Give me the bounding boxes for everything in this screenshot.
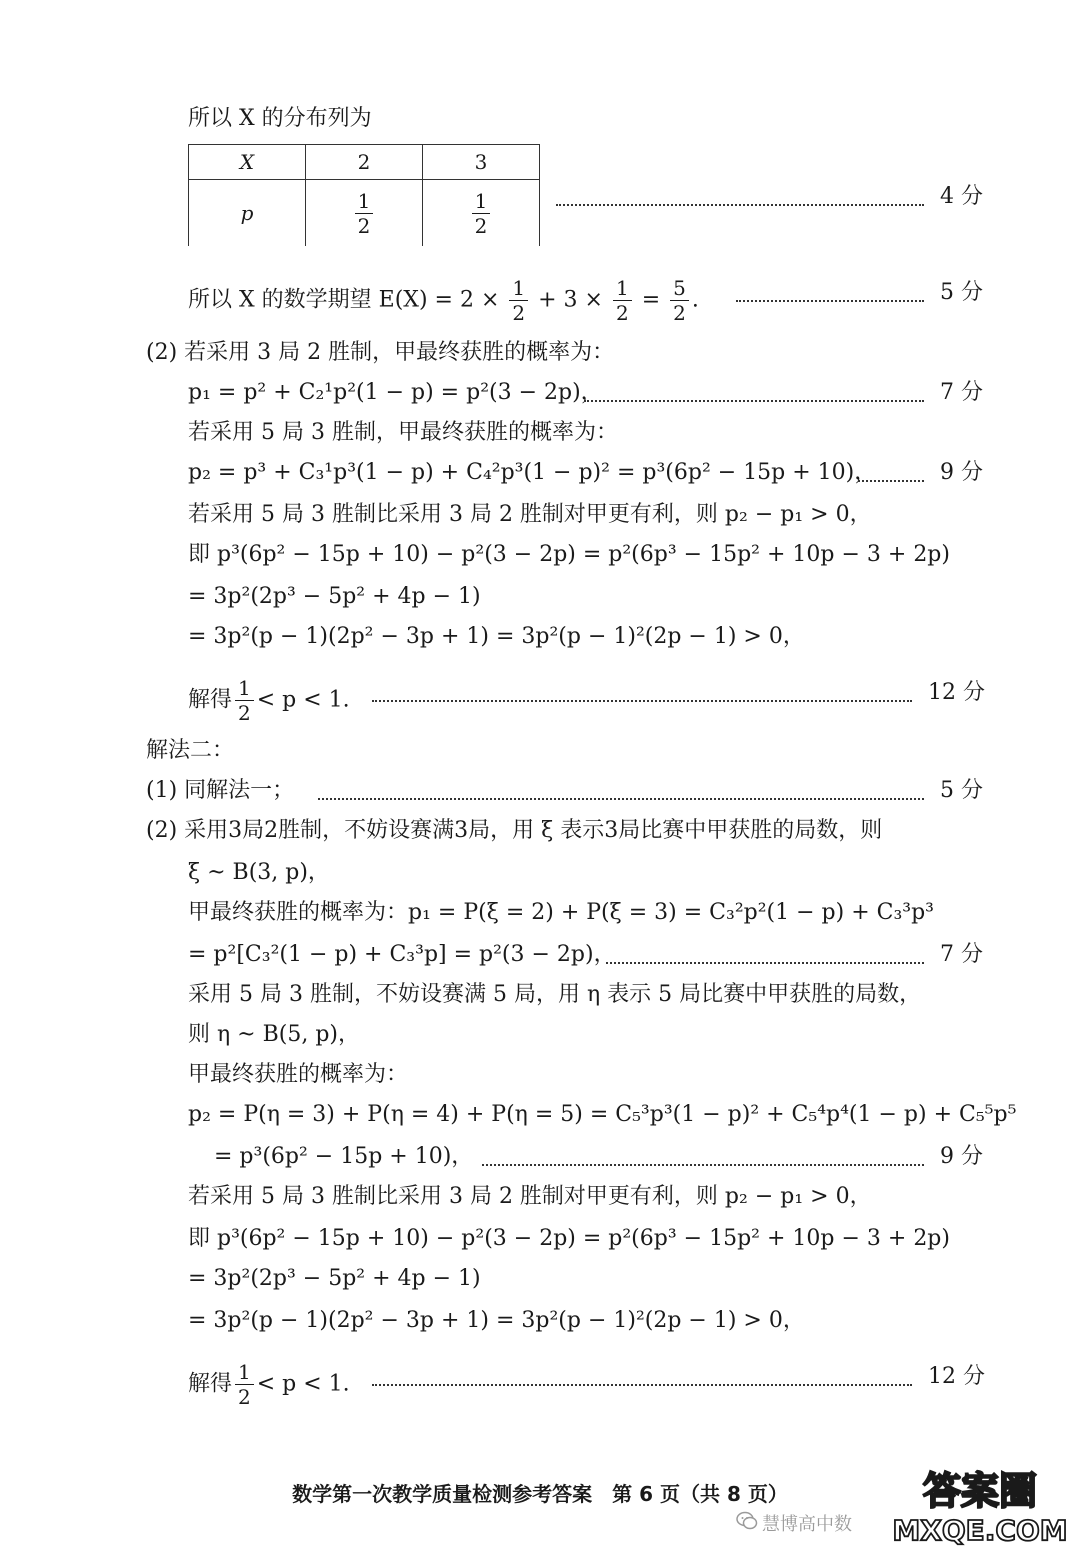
- m2-solution: 解得 $\frac{1}{2}$ < p < 1.: [188, 1360, 350, 1409]
- score-7: 7 分: [940, 942, 983, 967]
- table-cell-prob-3: $\frac{1}{2}$: [423, 180, 540, 247]
- score-12: 12 分: [928, 1364, 985, 1389]
- m1-p1-equation: p₁ = p² + C₂¹p²(1 − p) = p²(3 − 2p)，: [188, 380, 603, 405]
- m2-p1-b: = p²[C₃²(1 − p) + C₃³p] = p²(3 − 2p)，: [188, 942, 616, 967]
- score-4: 4 分: [940, 184, 983, 209]
- table-header-x: X: [189, 145, 306, 180]
- leader-dots: [318, 798, 924, 800]
- m2-condition: 若采用 5 局 3 胜制比采用 3 局 2 胜制对甲更有利，则 p₂ − p₁ > 0，: [188, 1184, 872, 1209]
- answer-circle-logo: [890, 1462, 1070, 1548]
- m1-q2-title: (2) 若采用 3 局 2 胜制，甲最终获胜的概率为：: [146, 340, 615, 365]
- table-header-row: [189, 145, 540, 180]
- m1-step-2: = 3p²(2p³ − 5p² + 4p − 1): [188, 584, 481, 609]
- m2-p2-title: 甲最终获胜的概率为：: [188, 1062, 409, 1087]
- m1-step-1: 即 p³(6p² − 15p + 10) − p²(3 − 2p) = p²(6p³ − 15p² + 10p − 3 + 2p): [188, 542, 950, 567]
- m2-q2-c: 采用 5 局 3 胜制，不妨设赛满 5 局，用 η 表示 5 局比赛中甲获胜的局数，: [188, 982, 922, 1007]
- leader-dots: [736, 300, 924, 302]
- score-12: 12 分: [928, 680, 985, 705]
- m2-step-2: = 3p²(2p³ − 5p² + 4p − 1): [188, 1266, 481, 1291]
- score-7: 7 分: [940, 380, 983, 405]
- page-footer: 数学第一次教学质量检测参考答案 第 6 页（共 8 页）: [292, 1482, 788, 1506]
- m2-step-3: = 3p²(p − 1)(2p² − 3p + 1) = 3p²(p − 1)²(2p − 1) > 0，: [188, 1308, 805, 1333]
- leader-dots: [584, 400, 924, 402]
- watermark-account: 慧博高中数: [762, 1514, 852, 1535]
- m2-q1: (1) 同解法一；: [146, 778, 295, 803]
- m1-step-3: = 3p²(p − 1)(2p² − 3p + 1) = 3p²(p − 1)²(2p − 1) > 0，: [188, 624, 805, 649]
- m2-p1-a: 甲最终获胜的概率为：p₁ = P(ξ = 2) + P(ξ = 3) = C₃²p²(1 − p) + C₃³p³: [188, 900, 935, 925]
- table-cell-prob-2: $\frac{1}{2}$: [306, 180, 423, 247]
- table-row-label: p: [189, 180, 306, 247]
- leader-dots: [858, 480, 924, 482]
- distribution-intro: 所以 X 的分布列为: [188, 106, 372, 131]
- m1-q2-bo3: 若采用 5 局 3 胜制，甲最终获胜的概率为：: [188, 420, 618, 445]
- distribution-table: [188, 144, 540, 246]
- m1-p2-equation: p₂ = p³ + C₃¹p³(1 − p) + C₄²p³(1 − p)² = p³(6p² − 15p + 10)，: [188, 460, 877, 485]
- wechat-icon: [736, 1510, 758, 1532]
- m2-eta-dist: 则 η ~ B(5, p)，: [188, 1022, 360, 1047]
- score-9: 9 分: [940, 460, 983, 485]
- m2-title: 解法二：: [146, 738, 235, 763]
- table-prob-row: [189, 180, 540, 247]
- leader-dots: [556, 204, 924, 206]
- leader-dots: [372, 700, 912, 702]
- expectation-line: 所以 X 的数学期望 E(X) = 2 × $\frac{1}{2}$ + 3 × $\frac{1}{2}$ = $\frac{5}{2}$ .: [188, 276, 699, 325]
- score-9: 9 分: [940, 1144, 983, 1169]
- leader-dots: [482, 1164, 924, 1166]
- leader-dots: [372, 1384, 912, 1386]
- score-5: 5 分: [940, 778, 983, 803]
- m2-xi-dist: ξ ~ B(3, p)，: [188, 860, 330, 885]
- score-5: 5 分: [940, 280, 983, 305]
- m1-condition: 若采用 5 局 3 胜制比采用 3 局 2 胜制对甲更有利，则 p₂ − p₁ > 0，: [188, 502, 872, 527]
- table-header-2: 2: [306, 145, 423, 180]
- m1-solution: 解得 $\frac{1}{2}$ < p < 1.: [188, 676, 350, 725]
- svg-text:答案圈: 答案圈: [922, 1469, 1038, 1513]
- leader-dots: [606, 962, 924, 964]
- table-header-3: 3: [423, 145, 540, 180]
- svg-text:MXQE.COM: MXQE.COM: [892, 1514, 1068, 1547]
- m2-q2-a: (2) 采用3局2胜制，不妨设赛满3局，用 ξ 表示3局比赛中甲获胜的局数，则: [146, 818, 883, 843]
- m2-step-1: 即 p³(6p² − 15p + 10) − p²(3 − 2p) = p²(6p³ − 15p² + 10p − 3 + 2p): [188, 1226, 950, 1251]
- m2-p2-a: p₂ = P(η = 3) + P(η = 4) + P(η = 5) = C₅³p³(1 − p)² + C₅⁴p⁴(1 − p) + C₅⁵p⁵: [188, 1102, 1017, 1127]
- m2-p2-b: = p³(6p² − 15p + 10)，: [214, 1144, 474, 1169]
